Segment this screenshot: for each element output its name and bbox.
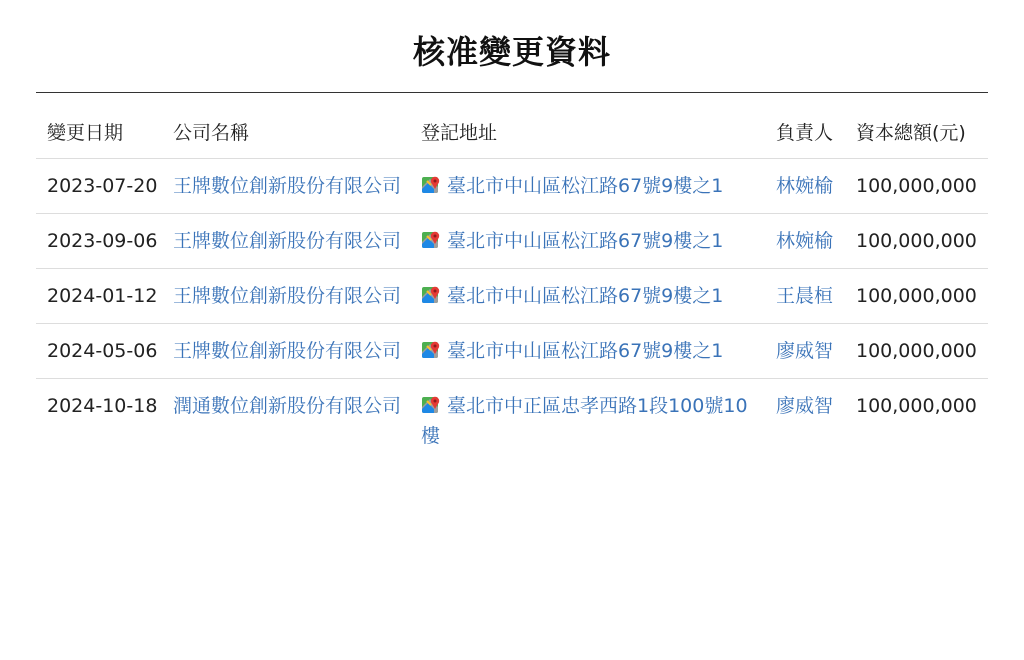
change-date: 2024-10-18: [47, 395, 158, 417]
company-name-cell: [162, 269, 410, 324]
owner-link[interactable]: 林婉榆: [776, 175, 834, 197]
capital-cell: [845, 379, 988, 464]
address-cell: [410, 324, 765, 379]
change-records-table: [36, 94, 988, 463]
owner-cell: [765, 214, 845, 269]
change-date: 2024-01-12: [47, 285, 158, 307]
owner-cell: [765, 159, 845, 214]
owner-cell: [765, 324, 845, 379]
address-text: 臺北市中山區松江路67號9樓之1: [447, 175, 724, 197]
table-body: [36, 159, 988, 464]
map-pin-icon: [421, 175, 441, 195]
map-pin-icon: [421, 395, 441, 415]
capital-cell: [845, 214, 988, 269]
address-cell: [410, 379, 765, 464]
owner-link[interactable]: 林婉榆: [776, 230, 834, 252]
change-date-cell: [36, 379, 162, 464]
column-header-date: 變更日期: [47, 122, 124, 144]
address-text: 臺北市中山區松江路67號9樓之1: [447, 230, 724, 252]
address-cell: [410, 269, 765, 324]
address-text: 臺北市中山區松江路67號9樓之1: [447, 285, 724, 307]
change-date-cell: [36, 324, 162, 379]
company-name-cell: [162, 324, 410, 379]
address-link[interactable]: [421, 340, 723, 362]
table-header: [36, 94, 988, 159]
address-link[interactable]: [421, 230, 723, 252]
company-name-cell: [162, 379, 410, 464]
capital-cell: [845, 269, 988, 324]
address-link[interactable]: [421, 285, 723, 307]
address-link[interactable]: [421, 395, 748, 447]
column-header-address: 登記地址: [421, 122, 498, 144]
map-pin-icon: [421, 230, 441, 250]
owner-cell: [765, 379, 845, 464]
table-row: [36, 379, 988, 464]
capital-amount: 100,000,000: [856, 230, 977, 252]
table-row: [36, 269, 988, 324]
column-header-capital: 資本總額(元): [856, 122, 966, 144]
title-divider: [36, 92, 988, 93]
table-row: [36, 159, 988, 214]
company-name-cell: [162, 159, 410, 214]
map-pin-icon: [421, 285, 441, 305]
change-date: 2023-07-20: [47, 175, 158, 197]
address-link[interactable]: [421, 175, 723, 197]
change-date: 2023-09-06: [47, 230, 158, 252]
company-name-link[interactable]: 潤通數位創新股份有限公司: [173, 395, 402, 417]
header-row: [36, 94, 988, 159]
table-row: [36, 214, 988, 269]
owner-link[interactable]: 廖威智: [776, 340, 834, 362]
owner-cell: [765, 269, 845, 324]
capital-amount: 100,000,000: [856, 285, 977, 307]
page-title: 核准變更資料: [412, 33, 611, 71]
company-name-cell: [162, 214, 410, 269]
change-date: 2024-05-06: [47, 340, 158, 362]
capital-amount: 100,000,000: [856, 175, 977, 197]
company-name-link[interactable]: 王牌數位創新股份有限公司: [173, 340, 402, 362]
owner-link[interactable]: 廖威智: [776, 395, 834, 417]
table-row: [36, 324, 988, 379]
address-text: 臺北市中山區松江路67號9樓之1: [447, 340, 724, 362]
change-date-cell: [36, 159, 162, 214]
address-text: 臺北市中正區忠孝西路1段100號10樓: [421, 395, 748, 447]
change-date-cell: [36, 269, 162, 324]
column-header-company: 公司名稱: [173, 122, 250, 144]
owner-link[interactable]: 王晨桓: [776, 285, 834, 307]
address-cell: [410, 159, 765, 214]
capital-amount: 100,000,000: [856, 395, 977, 417]
capital-cell: [845, 159, 988, 214]
company-name-link[interactable]: 王牌數位創新股份有限公司: [173, 285, 402, 307]
map-pin-icon: [421, 340, 441, 360]
capital-amount: 100,000,000: [856, 340, 977, 362]
change-date-cell: [36, 214, 162, 269]
address-cell: [410, 214, 765, 269]
capital-cell: [845, 324, 988, 379]
company-name-link[interactable]: 王牌數位創新股份有限公司: [173, 230, 402, 252]
company-name-link[interactable]: 王牌數位創新股份有限公司: [173, 175, 402, 197]
column-header-owner: 負責人: [776, 122, 834, 144]
